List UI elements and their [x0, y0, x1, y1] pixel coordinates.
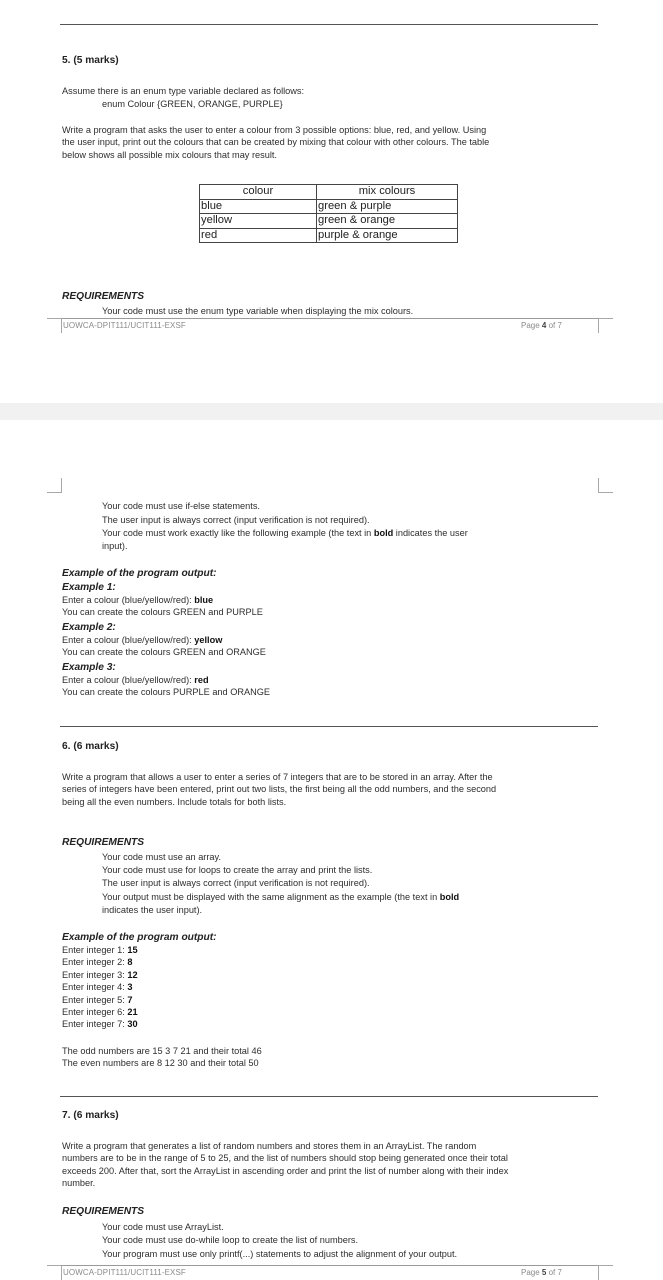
mix-colours-table [199, 184, 458, 243]
q6-example-heading: Example of the program output: [62, 932, 217, 943]
user-input: 21 [127, 1007, 138, 1018]
table-header-mix: mix colours [317, 185, 458, 200]
question-6-heading: 6. (6 marks) [62, 741, 119, 752]
input-line [62, 1006, 138, 1018]
page-number: 4 [541, 321, 547, 330]
crop-mark [598, 478, 613, 493]
table-cell: green & purple [317, 199, 458, 214]
req-text: Your code must work exactly like the following example (the text in [102, 528, 374, 538]
q5-example-3 [62, 661, 270, 699]
q7-description [62, 1140, 592, 1190]
q5-req-1: Your code must use the enum type variable when displaying the mix colours. [102, 306, 414, 316]
example-label: Example 3: [62, 662, 116, 673]
user-input: 30 [127, 1019, 138, 1030]
user-input: 7 [127, 994, 133, 1005]
prompt-text: Enter integer 3: [62, 969, 128, 980]
q6-description [62, 771, 582, 808]
page-break-gap [0, 403, 663, 420]
user-input: 12 [127, 969, 138, 980]
example-result: You can create the colours PURPLE and ORANGE [62, 687, 271, 698]
crop-mark [47, 1265, 62, 1280]
input-line [62, 956, 138, 968]
q5-enum-declaration: enum Colour {GREEN, ORANGE, PURPLE} [102, 99, 283, 109]
prompt-text: Enter integer 4: [62, 982, 128, 993]
table-row [200, 214, 458, 229]
q6-desc-line: Write a program that allows a user to enter a series of 7 integers that are to be stored in an array. After the [62, 772, 493, 782]
q5-desc-line: the user input, print out the colours that can be created by mixing that colour with other colours. The table [62, 137, 490, 148]
crop-mark [47, 318, 62, 333]
table-cell: blue [200, 199, 317, 214]
q6-req-3: The user input is always correct (input verification is not required). [102, 878, 370, 888]
input-line [62, 969, 138, 981]
prompt-text: Enter integer 7: [62, 1019, 128, 1030]
example-label: Example 1: [62, 582, 116, 593]
q5-req-2: Your code must use if-else statements. [102, 501, 260, 511]
q6-desc-line: series of integers have been entered, print out two lists, the first being all the odd numbers, and the second [62, 784, 497, 795]
page5-footer-page [521, 1267, 562, 1279]
q5-desc-line: Write a program that asks the user to enter a colour from 3 possible options: blue, red, and yellow. Using [62, 125, 487, 135]
q5-example-heading: Example of the program output: [62, 568, 217, 579]
example-prompt-line [62, 634, 266, 646]
table-header-row [200, 185, 458, 200]
question-5-heading: 5. (5 marks) [62, 55, 119, 66]
page4-footer-page [521, 320, 562, 332]
q6-desc-line: being all the even numbers. Include totals for both lists. [62, 796, 287, 807]
q6-odd-line: The odd numbers are 15 3 7 21 and their total 46 [62, 1046, 262, 1056]
prompt-text: Enter a colour (blue/yellow/red): [62, 675, 195, 685]
q7-desc-line: Write a program that generates a list of random numbers and stores them in an ArrayList. The random [62, 1141, 477, 1151]
q5-req-4-cont: input). [102, 541, 128, 551]
table-cell: green & orange [317, 214, 458, 229]
q6-even-line: The even numbers are 8 12 30 and their total 50 [62, 1058, 259, 1068]
req-text: Your output must be displayed with the same alignment as the example (the text in [102, 892, 440, 902]
user-input: 3 [127, 982, 133, 993]
page-label: Page [521, 1268, 542, 1277]
input-line [62, 1018, 138, 1030]
q7-requirements-heading: REQUIREMENTS [62, 1206, 145, 1217]
table-cell: purple & orange [317, 228, 458, 243]
user-input: 15 [127, 945, 138, 955]
table-cell: yellow [200, 214, 317, 229]
prompt-text: Enter a colour (blue/yellow/red): [62, 595, 195, 605]
q7-top-rule [60, 1096, 598, 1097]
prompt-text: Enter integer 1: [62, 945, 128, 955]
user-input: yellow [194, 635, 223, 645]
q6-req-4 [102, 891, 572, 903]
page-total: of 7 [546, 321, 562, 330]
q7-desc-line: numbers are to be in the range of 5 to 25, and the list of numbers should stop being generated once their total [62, 1153, 508, 1164]
example-label: Example 2: [62, 622, 116, 633]
q7-req-2: Your code must use do-while loop to create the list of numbers. [102, 1235, 359, 1245]
crop-mark [598, 1265, 613, 1280]
page5-footer-code: UOWCA-DPIT111/UCIT111-EXSF [63, 1268, 186, 1277]
page-total: of 7 [546, 1268, 562, 1277]
user-input: blue [194, 595, 214, 605]
page-label: Page [521, 321, 542, 330]
q5-description [62, 124, 582, 161]
example-prompt-line [62, 674, 270, 686]
prompt-text: Enter a colour (blue/yellow/red): [62, 635, 195, 645]
req-text: indicates the user [393, 528, 468, 538]
prompt-text: Enter integer 2: [62, 957, 128, 968]
q6-req-1: Your code must use an array. [102, 852, 221, 862]
example-result: You can create the colours GREEN and PURPLE [62, 607, 263, 618]
table-cell: red [200, 228, 317, 243]
q5-requirements-heading: REQUIREMENTS [62, 291, 145, 302]
q5-example-2 [62, 621, 266, 659]
input-line [62, 981, 138, 993]
page4-footer-rule [60, 318, 598, 319]
user-input: 8 [127, 957, 133, 968]
page-number: 5 [541, 1268, 547, 1277]
example-result: You can create the colours GREEN and ORANGE [62, 647, 266, 658]
prompt-text: Enter integer 5: [62, 994, 128, 1005]
question-7-heading: 7. (6 marks) [62, 1110, 119, 1121]
example-prompt-line [62, 594, 263, 606]
q6-example-inputs [62, 944, 138, 1031]
crop-mark [47, 478, 62, 493]
input-line [62, 994, 138, 1006]
q5-desc-line: below shows all possible mix colours that may result. [62, 149, 277, 160]
page4-footer-code: UOWCA-DPIT111/UCIT111-EXSF [63, 321, 186, 330]
q7-req-3: Your program must use only printf(...) statements to adjust the alignment of your output. [102, 1249, 458, 1259]
q5-intro: Assume there is an enum type variable declared as follows: [62, 86, 305, 96]
q5-req-4 [102, 527, 572, 539]
q5-req-3: The user input is always correct (input verification is not required). [102, 515, 370, 525]
table-header-colour: colour [200, 185, 317, 200]
input-line [62, 944, 138, 956]
crop-mark [598, 318, 613, 333]
page5-footer-rule [60, 1265, 598, 1266]
table-row [200, 228, 458, 243]
q7-desc-line: number. [62, 1178, 96, 1189]
user-input: red [194, 675, 209, 685]
req-bold-word: bold [373, 528, 394, 538]
q5-example-1 [62, 581, 263, 619]
q6-top-rule [60, 726, 598, 727]
q6-req-4-cont: indicates the user input). [102, 905, 203, 915]
prompt-text: Enter integer 6: [62, 1007, 128, 1018]
page-top-rule [60, 24, 598, 25]
req-bold-word: bold [439, 892, 460, 902]
q6-req-2: Your code must use for loops to create the array and print the lists. [102, 865, 373, 875]
table-row [200, 199, 458, 214]
q6-requirements-heading: REQUIREMENTS [62, 837, 145, 848]
mix-colours-table-wrap [199, 184, 458, 243]
q7-desc-line: exceeds 200. After that, sort the ArrayList in ascending order and print the list of number along with their index [62, 1165, 509, 1176]
q7-req-1: Your code must use ArrayList. [102, 1222, 224, 1232]
